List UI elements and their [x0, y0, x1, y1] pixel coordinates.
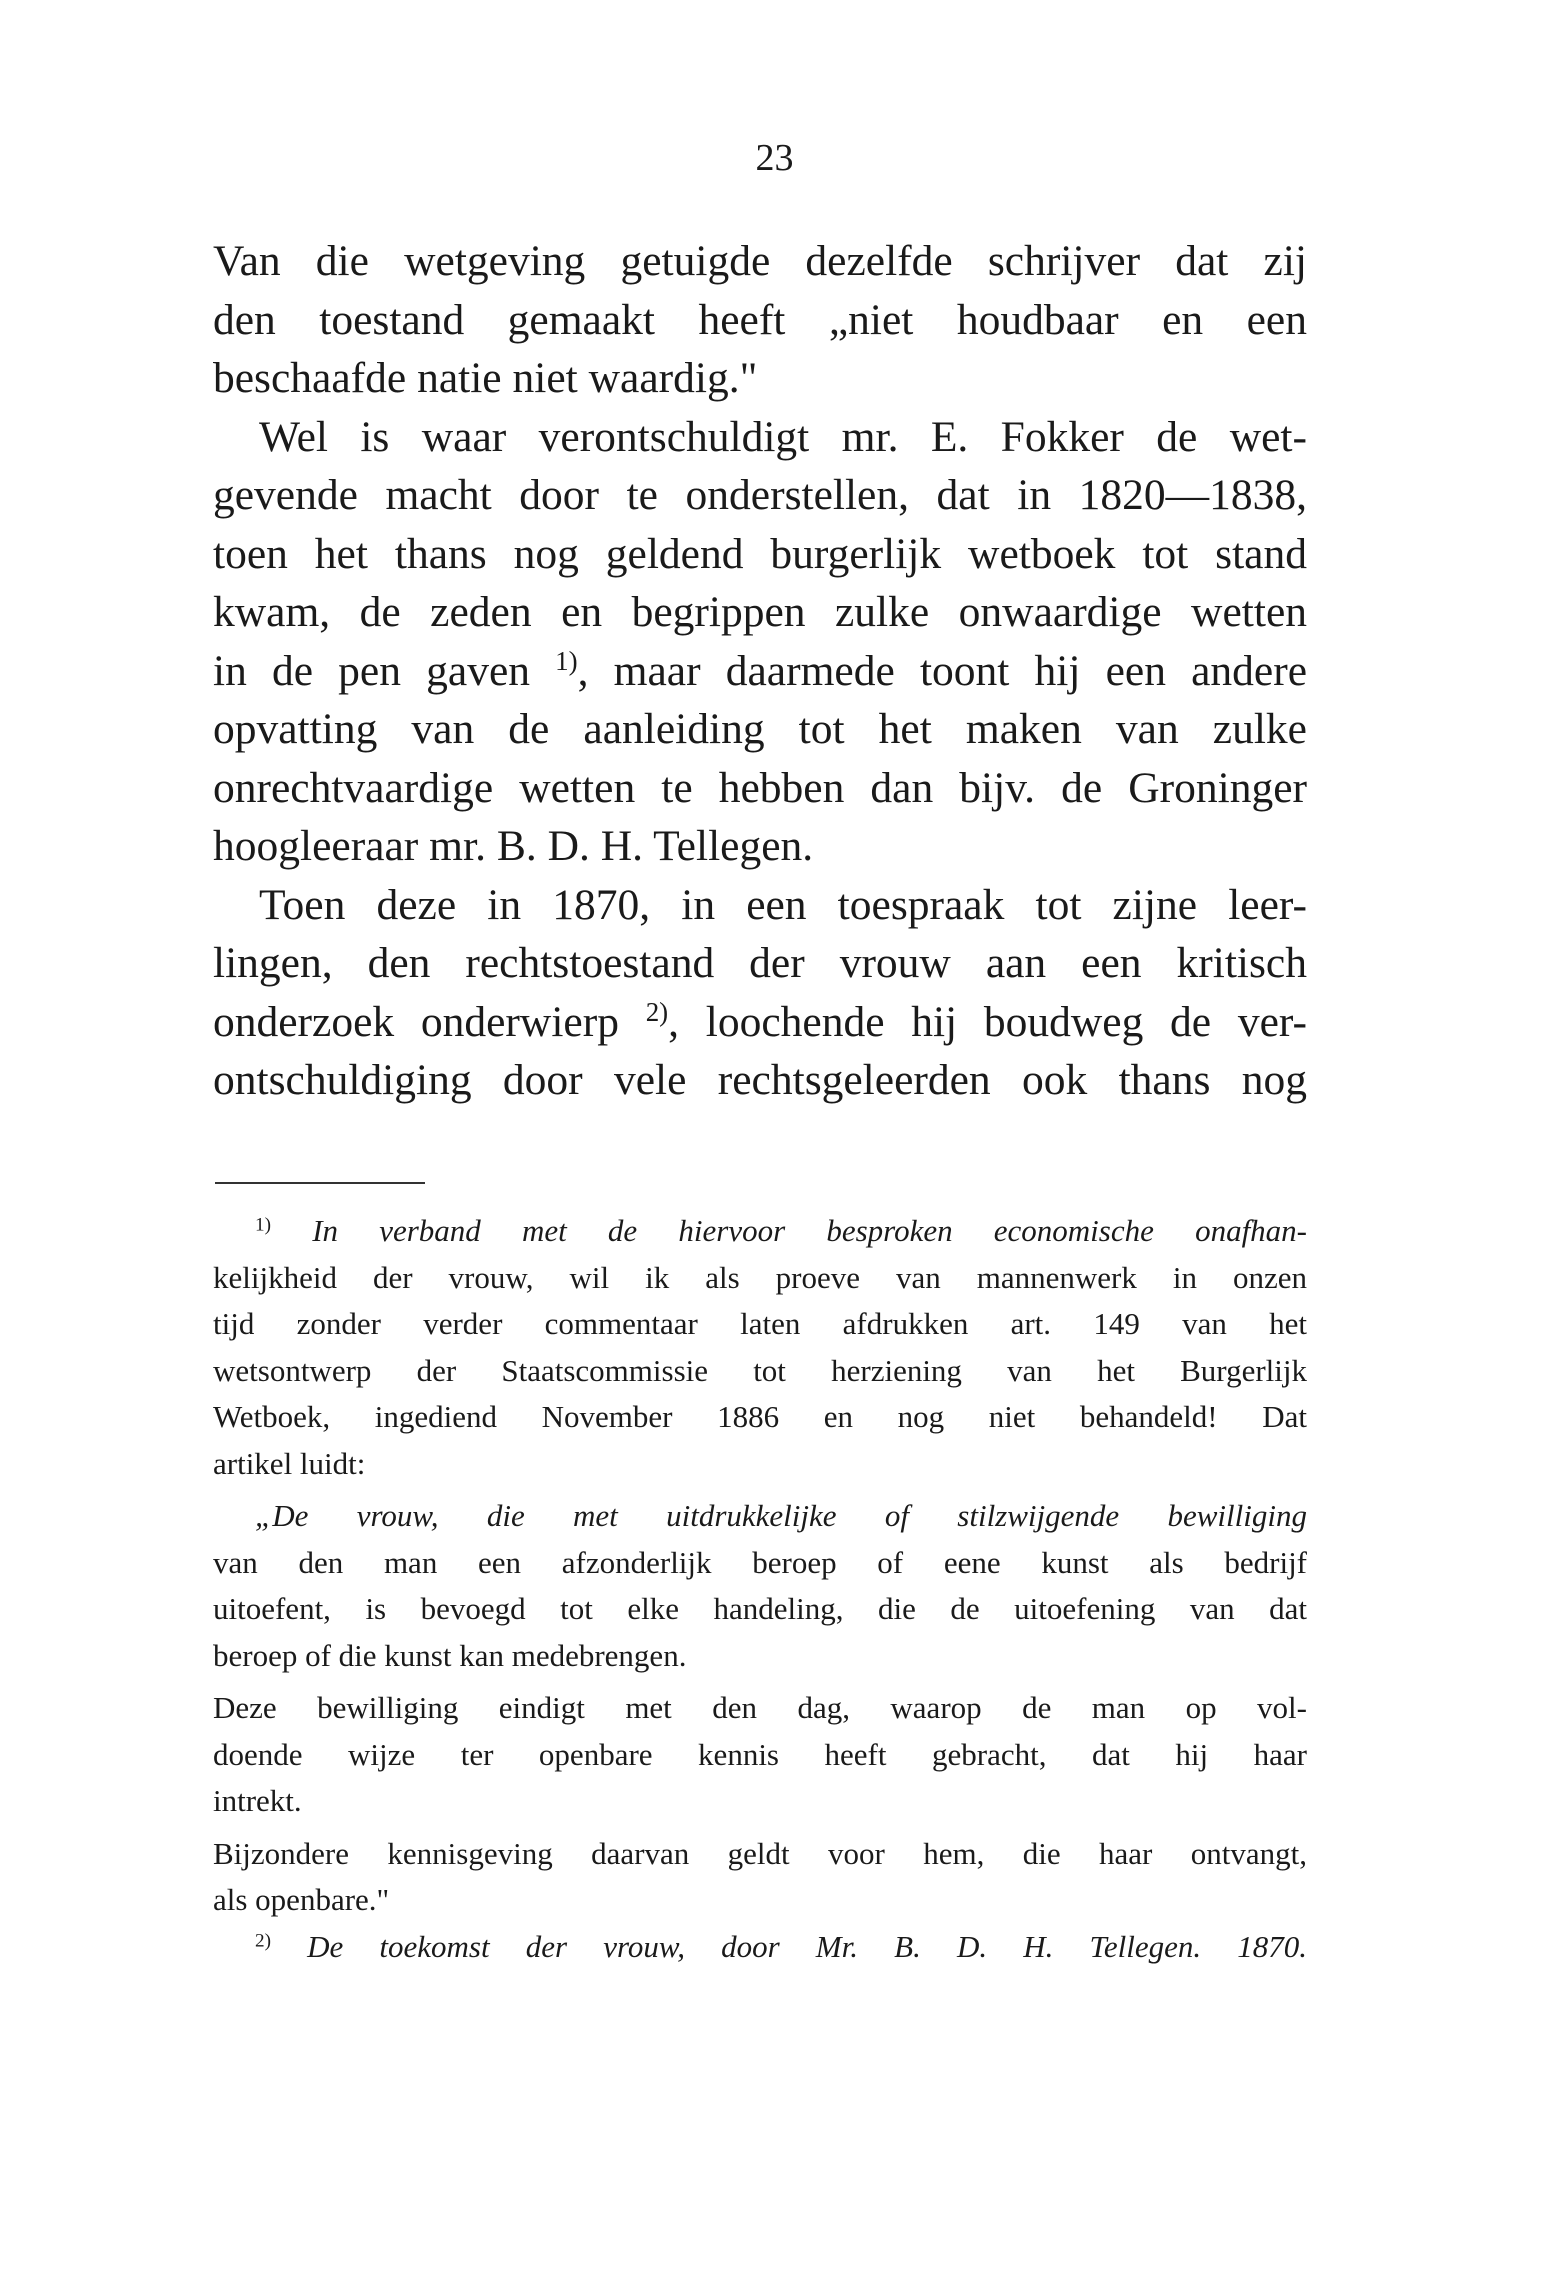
page-number: 23 — [755, 137, 794, 179]
text-line: opvatting van de aanleiding tot het maken van zulke — [213, 705, 1307, 753]
quote-line: doende wijze ter openbare kennis heeft gebracht, dat hij haar — [213, 1736, 1307, 1772]
text-segment: De toekomst der vrouw, door Mr. B. D. H. Tellegen. 1870. — [307, 1928, 1308, 1964]
text-line: onrechtvaardige wetten te hebben dan bijv. de Groninger — [213, 763, 1307, 812]
quote-line: beroep of die kunst kan medebrengen. — [213, 1637, 687, 1673]
footnote-1-marker: 1) — [255, 1214, 271, 1236]
text-line: kwam, de zeden en begrippen zulke onwaardige wetten — [213, 588, 1307, 636]
text-line: ontschuldiging door vele rechtsgeleerden ook thans nog — [213, 1056, 1307, 1104]
text-line — [213, 642, 1307, 701]
quote-line: als openbare." — [213, 1882, 390, 1917]
footnotes — [213, 1208, 1307, 1970]
text-segment: , loochende hij boudweg de ver- — [668, 997, 1307, 1046]
text-segment: onderzoek onderwierp — [213, 997, 619, 1046]
text-line: hoogleeraar mr. B. D. H. Tellegen. — [213, 822, 814, 870]
text-line: lingen, den rechtstoestand der vrouw aan een kritisch — [213, 939, 1307, 987]
text-line: Van die wetgeving getuigde dezelfde schrijver dat zij — [213, 237, 1307, 285]
quote-line: Bijzondere kennisgeving daarvan geldt voor hem, die haar ontvangt, — [213, 1835, 1307, 1871]
footnote-1-line: tijd zonder verder commentaar laten afdrukken art. 149 van het — [213, 1306, 1307, 1341]
footnote-1-line — [213, 1208, 1307, 1255]
quote-line: „De vrouw, die met uitdrukkelijke of stilzwijgende bewilliging — [255, 1498, 1307, 1533]
text-segment: , maar daarmede toont hij een andere — [577, 646, 1307, 695]
quote-line: Deze bewilliging eindigt met den dag, waarop de man op vol- — [213, 1690, 1307, 1725]
text-line: beschaafde natie niet waardig." — [213, 354, 758, 402]
text-segment: In verband met de hiervoor besproken economische onafhan- — [312, 1213, 1308, 1248]
footnote-1-line: wetsontwerp der Staatscommissie tot herziening van het Burgerlijk — [213, 1352, 1307, 1388]
text-line — [213, 993, 1307, 1052]
main-text — [213, 232, 1307, 1110]
text-line: den toestand gemaakt heeft „niet houdbaar en een — [213, 295, 1307, 344]
footnote-2-line — [213, 1924, 1307, 1971]
footnote-1-line: artikel luidt: — [213, 1445, 366, 1481]
quote-line: intrekt. — [213, 1783, 302, 1818]
footnote-ref-1[interactable]: 1) — [555, 645, 578, 676]
text-segment: in de pen gaven — [213, 646, 531, 695]
footnote-separator — [215, 1182, 425, 1184]
text-line: Wel is waar verontschuldigt mr. E. Fokker de wet- — [259, 412, 1307, 461]
footnote-ref-2[interactable]: 2) — [645, 996, 669, 1027]
text-line: Toen deze in 1870, in een toespraak tot zijne leer- — [259, 880, 1307, 929]
footnote-1-line: kelijkheid der vrouw, wil ik als proeve van mannenwerk in onzen — [213, 1259, 1307, 1295]
footnote-2-marker: 2) — [255, 1929, 271, 1951]
footnote-1-line: Wetboek, ingediend November 1886 en nog niet behandeld! Dat — [213, 1399, 1307, 1434]
text-line: toen het thans nog geldend burgerlijk wetboek tot stand — [213, 529, 1307, 578]
quote-line: van den man een afzonderlijk beroep of eene kunst als bedrijf — [213, 1544, 1307, 1580]
text-line: gevende macht door te onderstellen, dat in 1820—1838, — [213, 471, 1307, 519]
quote-line: uitoefent, is bevoegd tot elke handeling, die de uitoefening van dat — [213, 1591, 1307, 1626]
